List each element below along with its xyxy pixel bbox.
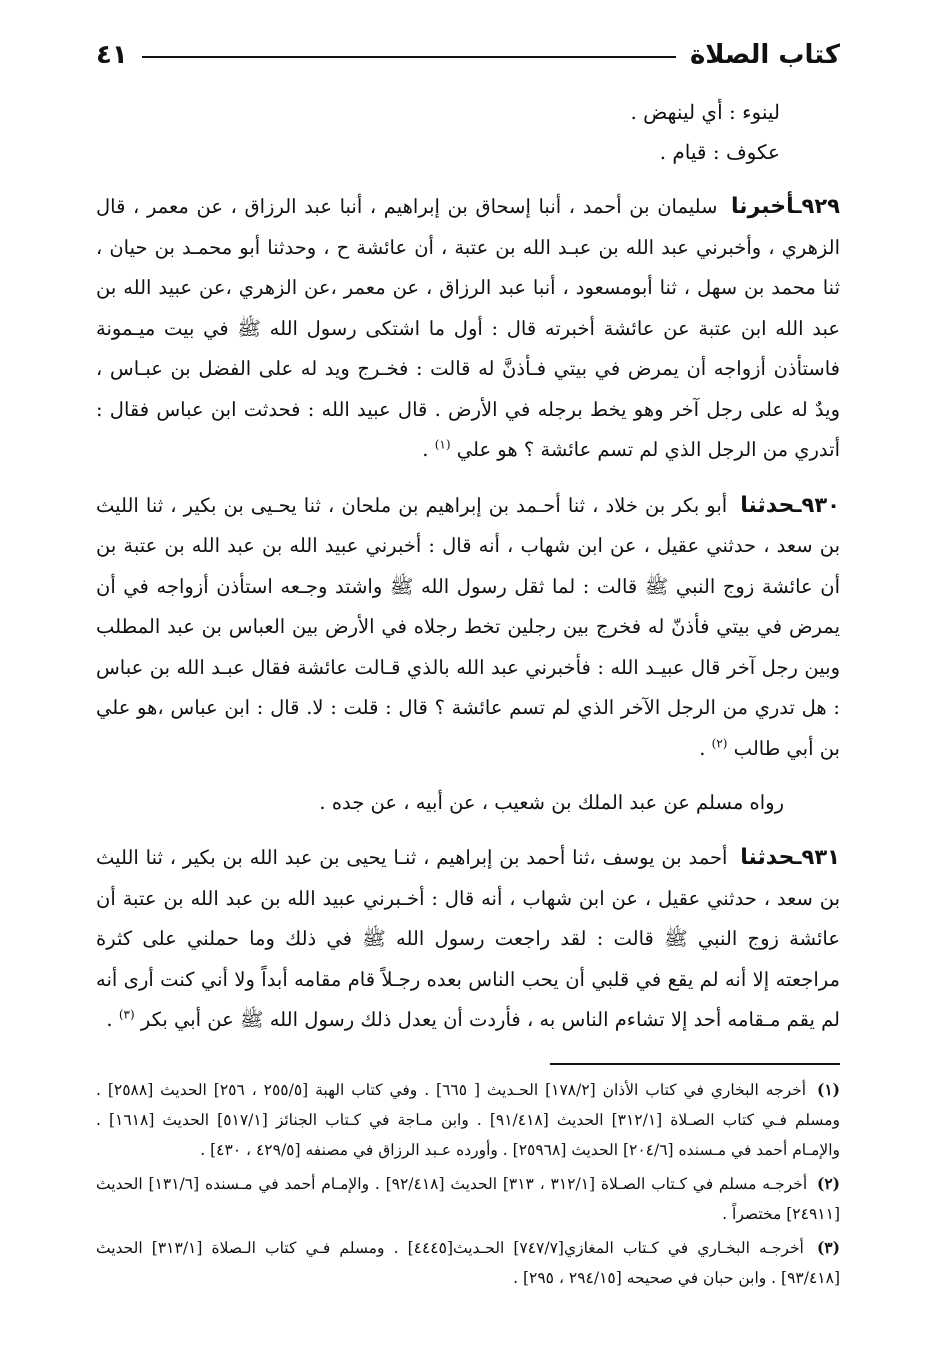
footnote-text: أخرجـه مسلم في كـتاب الصـلاة [٣١٢/١ ، ٣١٣] الحديث [٩٢/٤١٨] . والإمـام أحمد في مـسنده [١٣١/٦] الحديث [٢٤٩١١] مختصراً . — [96, 1174, 840, 1223]
footnote-number: (٣) — [816, 1237, 840, 1257]
hadith-tail: . — [422, 438, 429, 461]
glossary-line: لينوء : أي لينهض . — [630, 100, 780, 124]
hadith-text: أحمد بن يوسف ،ثنا أحمد بن إبراهيم ، ثنـا يحيى بن عبد الله بن بكير ، ثنا الليث بن سعد ، حدثني عقيل ، عن ابن شهاب ، أنه قال : أخـبرني عبيد الله بن عبد الله بن عتبة أن عائشة زوج النبي ﷺ قالت : لقد راجعت رسول الله ﷺ في ذلك وما حملني على كثرة مراجعته إلا أنه لم يقع في قلبي أن يحب الناس بعده رجـلاً قام مقامه أبداً ولا أني كنت أرى أنه لم يقم مـقامه أحد إلا تشاءم الناس به ، فأردت أن يعدل ذلك رسول الله ﷺ عن أبي بكر — [96, 846, 840, 1031]
hadith-tail: . — [106, 1008, 113, 1031]
hadith-keyword: حدثنا — [740, 845, 795, 870]
footnote-ref: (١) — [434, 437, 451, 452]
header-rule — [142, 56, 676, 58]
page-header — [96, 30, 840, 80]
narration-note: رواه مسلم عن عبد الملك بن شعيب ، عن أبيه ، عن جده . — [319, 791, 784, 814]
book-title: كتاب الصلاة — [689, 40, 840, 70]
footnote-3 — [96, 1233, 840, 1293]
hadith-number: ٩٢٩ـ — [794, 194, 840, 218]
book-page — [96, 30, 840, 1297]
hadith-keyword: أخبرنا — [731, 194, 795, 219]
footnote-separator — [550, 1063, 840, 1065]
hadith-tail: . — [699, 736, 706, 760]
footnote-number: (٢) — [816, 1173, 840, 1193]
hadith-number: ٩٣١ـ — [794, 845, 840, 869]
hadith-929 — [96, 186, 840, 471]
footnotes — [96, 1075, 840, 1293]
page-number: ٤١ — [96, 40, 128, 70]
glossary-line: عكوف : قيام . — [659, 140, 780, 164]
hadith-text: سليمان بن أحمد ، أنبا إسحاق بن إبراهيم ، أنبا عبد الرزاق ، عن معمر ، قال الزهري ، وأخبرني عبد الله بن عبـد الله بن عتبة ، أن عائشة ح ، وحدثنا أبو محمـد بن حيان ، ثنا محمد بن سهل ، ثنا أبومسعود ، أنبا عبد الرزاق ، عن معمر ،عن الزهري ،عن عبيد الله بن عبد الله ابن عتبة عن عائشة أخبرته قال : أول ما اشتكى رسول الله ﷺ في بيت ميـمونة فاستأذن أزواجه أن يمرض في بيتي فـأذنَّ له قالت : فخـرج ويد له على الفضل بن عبـاس ، ويدٌ له على رجل آخر وهو يخط برجله في الأرض . قال عبيد الله : فحدثت ابن عباس فقال : أتدري من الرجل الذي لم تسم عائشة ؟ هو علي — [96, 195, 840, 461]
hadith-keyword: حدثنا — [740, 492, 795, 518]
footnote-ref: (٢) — [711, 736, 728, 750]
hadith-930 — [96, 485, 840, 770]
hadith-number: ٩٣٠ـ — [794, 492, 840, 517]
footnote-text: أخرجه البخاري في كتاب الأذان [١٧٨/٢] الحـديث [ ٦٦٥] . وفي كتاب الهبة [٢٥٥/٥ ، ٢٥٦] الحديث [٢٥٨٨] . ومسلم فـي كتاب الصـلاة [٣١٢/١] الحديث [٩١/٤١٨] . وابن مـاجة في كـتاب الجنائز [٥١٧/١] الحديث [١٦١٨] . والإمـام أحمد في مـسنده [٢٠٤/٦] الحديث [٢٥٩٦٨] . وأورده عـبد الرزاق في مصنفه [٤٢٩/٥ ، ٤٣٠] . — [96, 1080, 841, 1159]
footnote-number: (١) — [816, 1079, 840, 1099]
footnote-text: أخرجـه البخـاري في كـتاب المغازي[٧٤٧/٧] الحـديث[٤٤٤٥] . ومسلم فـي كتاب الـصلاة [٣١٣/١] الحديث [٩٣/٤١٨] . وابن حبان في صحيحه [٢٩٤/١٥ ، ٢٩٥] . — [96, 1238, 840, 1287]
footnote-ref: (٣) — [118, 1007, 135, 1022]
hadith-text: أبو بكر بن خلاد ، ثنا أحـمد بن إبراهيم بن ملحان ، ثنا يحـيى بن بكير ، ثنا الليث بن سعد ، حدثني عقيل ، عن ابن شهاب ، أنه قال : أخبرني عبيد الله بن عبد الله بن عتبة بن أن عائشة زوج النبي ﷺ قالت : لما ثقل رسول الله ﷺ واشتد وجـعه استأذن أزواجه في أن يمرض في بيتي فأذنّ له فخرج بين رجلين تخط رجلاه في الأرض بين العباس بن عبد المطلب وبين رجل آخر قال عبيـد الله : فأخبرني عبد الله بالذي قـالت عائشة فقال عبـد الله بن عباس : هل تدري من الرجل الآخر الذي لم تسم عائشة ؟ قال : قلت : لا. قال : ابن عباس ،هو علي بن أبي طالب — [96, 493, 840, 760]
footnote-2 — [96, 1169, 840, 1229]
hadith-931 — [96, 837, 840, 1041]
footnote-1 — [96, 1075, 840, 1165]
